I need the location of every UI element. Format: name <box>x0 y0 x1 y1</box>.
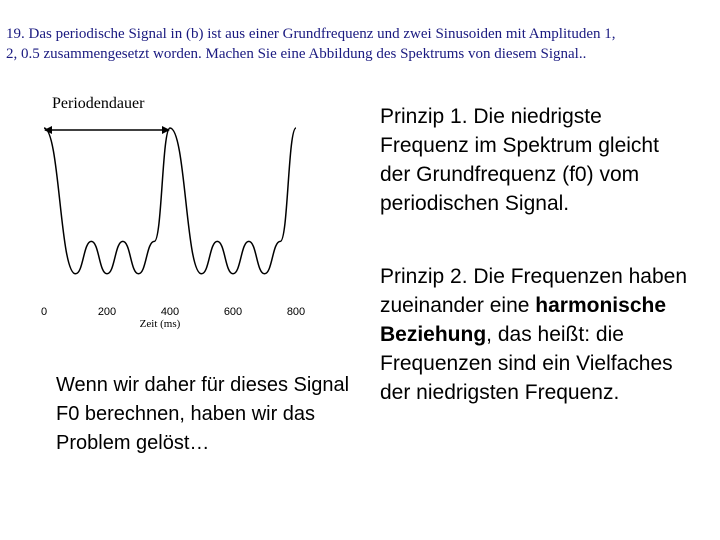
principle-1-text: Prinzip 1. Die niedrigste Frequenz im Spektrum gleicht der Grundfrequenz (f0) vom periodischen Signal. <box>380 105 659 215</box>
heading-line-1: 19. Das periodische Signal in (b) ist aus einer Grundfrequenz und zwei Sinusoiden mit Amplituden 1, <box>6 26 616 42</box>
principle-2-text <box>380 262 700 407</box>
heading-line-2: 2, 0.5 zusammengesetzt worden. Machen Sie eine Abbildung des Spektrums von diesem Signal.. <box>6 46 587 62</box>
principle-2-rest: , das heißt: die Frequenzen sind ein Vielfaches der niedrigsten Frequenz. <box>380 323 673 404</box>
conclusion-note: Wenn wir daher für dieses Signal F0 berechnen, haben wir das Problem gelöst… <box>56 374 350 454</box>
tick-label: 0 <box>40 306 48 318</box>
tick-label: 200 <box>97 306 117 318</box>
periodic-signal-figure <box>0 0 360 340</box>
x-axis-unit-label: Zeit (ms) <box>139 318 181 330</box>
tick-label: 600 <box>223 306 243 318</box>
signal-waveform <box>44 128 296 274</box>
x-axis-ticks <box>41 306 305 318</box>
principle-2-intro: Prinzip 2. Die Frequenzen haben zueinander eine <box>380 265 688 317</box>
principle-2-emphasis: harmonische Beziehung <box>380 294 667 346</box>
tick-label: 400 <box>160 306 180 318</box>
period-label: Periodendauer <box>52 95 145 112</box>
tick-label: 800 <box>286 306 306 318</box>
